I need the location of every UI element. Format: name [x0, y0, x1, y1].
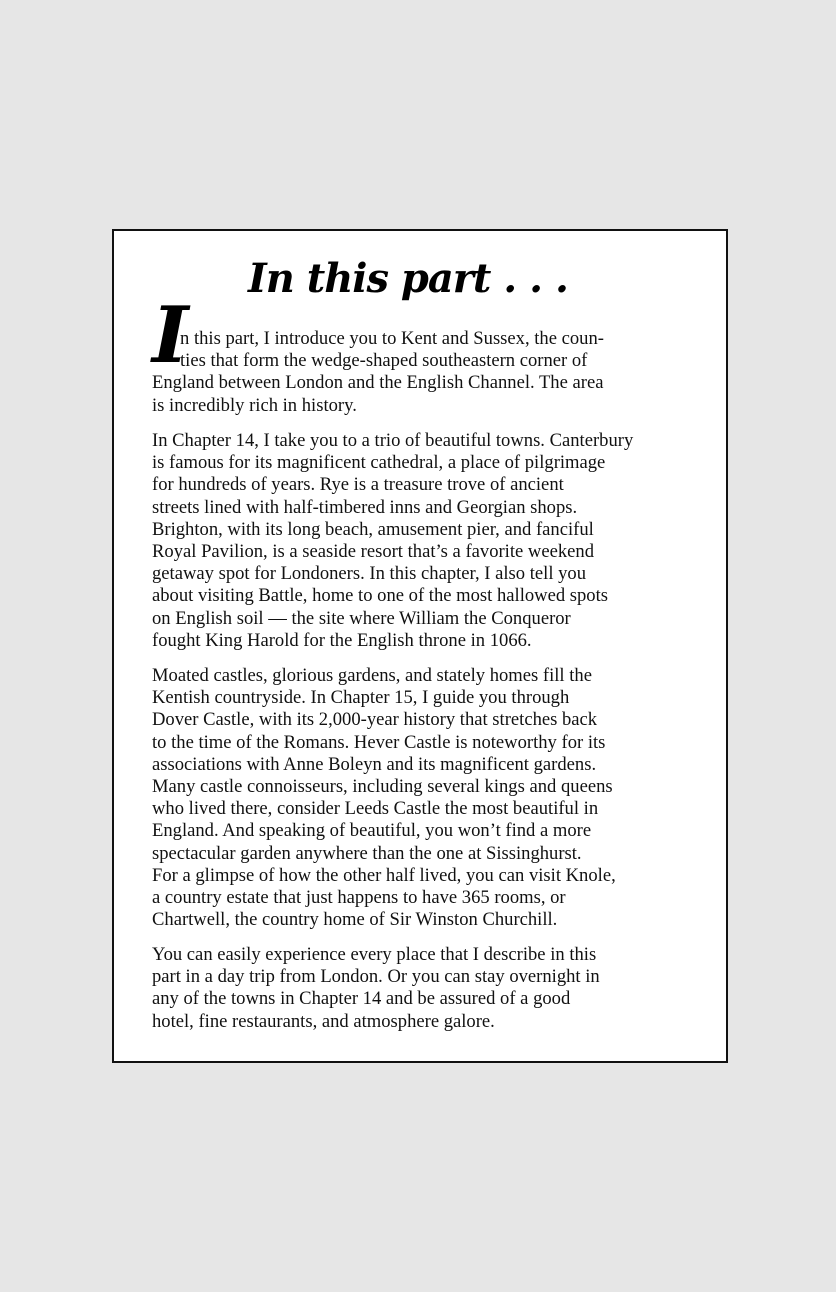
text-line: who lived there, consider Leeds Castle the most beautiful in: [152, 798, 599, 820]
paragraph-2: [152, 430, 633, 652]
text-line: Kentish countryside. In Chapter 15, I guide you through: [152, 687, 570, 709]
text-line: streets lined with half-timbered inns and Georgian shops.: [152, 496, 578, 518]
text-line: part in a day trip from London. Or you can stay overnight in: [152, 966, 600, 988]
text-line: hotel, fine restaurants, and atmosphere galore.: [152, 1010, 495, 1032]
text-line: Brighton, with its long beach, amusement pier, and fanciful: [152, 518, 594, 540]
text-line: For a glimpse of how the other half lived, you can visit Knole,: [152, 864, 616, 886]
text-line: You can easily experience every place that I describe in this: [152, 944, 597, 965]
text-line: ties that form the wedge-shaped southeastern corner of: [180, 350, 588, 372]
text-line: any of the towns in Chapter 14 and be assured of a good: [152, 988, 571, 1010]
text-line: Many castle connoisseurs, including several kings and queens: [152, 776, 613, 798]
text-line: a country estate that just happens to have 365 rooms, or: [152, 887, 566, 909]
text-line: about visiting Battle, home to one of the most hallowed spots: [152, 585, 609, 607]
text-line: getaway spot for Londoners. In this chapter, I also tell you: [152, 563, 587, 585]
text-line: Chartwell, the country home of Sir Winston Churchill.: [152, 909, 558, 931]
text-line: In Chapter 14, I take you to a trio of beautiful towns. Canterbury: [152, 430, 634, 451]
text-line: n this part, I introduce you to Kent and Sussex, the coun-: [180, 328, 604, 349]
text-line: Dover Castle, with its 2,000-year history that stretches back: [152, 709, 598, 731]
text-line: is famous for its magnificent cathedral, a place of pilgrimage: [152, 452, 606, 474]
text-line: Moated castles, glorious gardens, and stately homes fill the: [152, 665, 592, 686]
drop-cap: I: [152, 290, 189, 381]
text-line: for hundreds of years. Rye is a treasure trove of ancient: [152, 474, 564, 496]
paragraph-3: [152, 665, 616, 931]
text-line: Royal Pavilion, is a seaside resort that’s a favorite weekend: [152, 541, 594, 563]
text-line: on English soil — the site where William the Conqueror: [152, 607, 571, 629]
paragraph-4: [152, 944, 600, 1033]
part-intro-box: [112, 229, 728, 1063]
text-line: spectacular garden anywhere than the one at Sissinghurst.: [152, 842, 582, 864]
text-line: fought King Harold for the English throne in 1066.: [152, 629, 532, 651]
text-line: England between London and the English Channel. The area: [152, 372, 604, 394]
text-line: is incredibly rich in history.: [152, 394, 357, 416]
text-line: to the time of the Romans. Hever Castle is noteworthy for its: [152, 731, 606, 753]
paragraph-1: [152, 328, 604, 417]
text-line: England. And speaking of beautiful, you won’t find a more: [152, 820, 592, 842]
part-title: In this part . . .: [248, 255, 568, 302]
text-line: associations with Anne Boleyn and its magnificent gardens.: [152, 753, 597, 775]
